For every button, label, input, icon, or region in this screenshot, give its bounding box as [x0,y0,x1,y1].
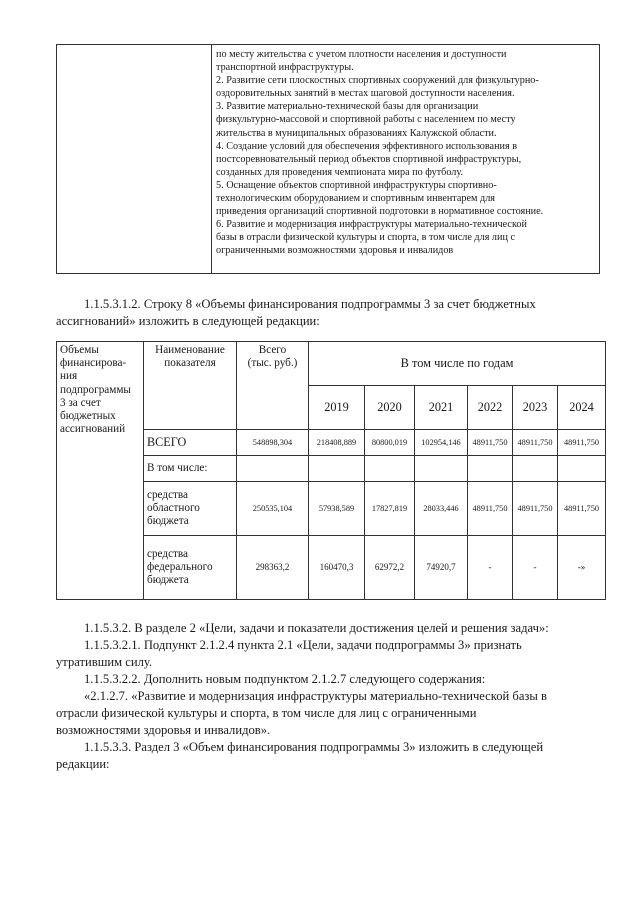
cell-value: 17827,819 [365,482,415,536]
goals-line: созданных для проведения чемпионата мира по футболу. [216,166,464,178]
year-header-cell: 2024 [558,386,606,430]
paragraph-line: 1.1.5.3.3. Раздел 3 «Объем финансирования подпрограммы 3» изложить в следующей [84,740,544,754]
cell-value: -» [558,536,606,600]
paragraph-line: утратившим силу. [56,655,153,669]
table-column-divider [211,45,212,273]
cell-total: 548898,304 [237,430,309,456]
goals-line: физкультурно-массовой и спортивной работы с населением по месту [216,114,516,126]
cell-value: 160470,3 [309,536,365,600]
goals-line: по месту жительства с учетом плотности населения и доступности [216,49,507,60]
paragraph-line: 1.1.5.3.2.2. Дополнить новым подпунктом 2.1.2.7 следующего содержания: [84,672,486,686]
paragraph-line: ассигнований» изложить в следующей редакции: [56,314,320,328]
header-name: Наименование показателя [144,342,237,430]
year-header-cell: 2021 [415,386,468,430]
goals-line: 6. Развитие и модернизация инфраструктуры материально-технической [216,219,527,231]
goals-line: 5. Оснащение объектов спортивной инфраструктуры спортивно- [216,179,497,191]
goals-table-continuation [56,44,600,274]
goals-line: приведения организаций спортивной подготовки в нормативное состояние. [216,206,544,218]
cell-value: 80800,019 [365,430,415,456]
cell-value: 48911,750 [558,482,606,536]
cell-value: 28033,446 [415,482,468,536]
regional-budget-name: средства областного бюджета [144,482,237,536]
federal-budget-name: средства федерального бюджета [144,536,237,600]
goals-line: 4. Создание условий для обеспечения эффективного использования в [216,140,518,152]
goals-line: ограниченными возможностями здоровья и инвалидов [216,245,454,257]
goals-line: 2. Развитие сети плоскостных спортивных сооружений для физкультурно- [216,75,539,87]
paragraph-line: 1.1.5.3.2.1. Подпункт 2.1.2.4 пункта 2.1 «Цели, задачи подпрограммы 3» признать [84,638,522,652]
subtotal-label: В том числе: [144,456,237,482]
cell-value: 48911,750 [468,482,513,536]
row-label-cell: Объемы финансирова- ния подпрограммы 3 за счет бюджетных ассигнований [57,342,144,600]
year-header-cell: 2023 [513,386,558,430]
cell-total: 250535,104 [237,482,309,536]
year-header-cell: 2019 [309,386,365,430]
header-total: Всего (тыс. руб.) [237,342,309,430]
paragraph-line: 1.1.5.3.1.2. Строку 8 «Объемы финансирования подпрограммы 3 за счет бюджетных [84,297,536,311]
goals-line: технологическим оборудованием и спортивным инвентарем для [216,193,495,205]
goals-line: транспортной инфраструктуры. [216,62,354,74]
year-header-cell: 2022 [468,386,513,430]
goals-line: жительства в муниципальных образованиях Калужской области. [216,127,497,139]
cell-value: 62972,2 [365,536,415,600]
cell-value: 57938,589 [309,482,365,536]
goals-line: постсоревновательный период объектов спортивной инфраструктуры, [216,153,522,165]
cell-value: 74920,7 [415,536,468,600]
cell-value: 218408,889 [309,430,365,456]
year-header-cell: 2020 [365,386,415,430]
paragraph-line: редакции: [56,757,110,771]
cell-value: - [513,536,558,600]
cell-value: 102954,146 [415,430,468,456]
header-years: В том числе по годам [309,342,606,386]
cell-value: 48911,750 [513,430,558,456]
paragraph-line: отрасли физической культуры и спорта, в том числе для лиц с ограниченными [56,706,477,720]
cell-total: 298363,2 [237,536,309,600]
total-row-name: ВСЕГО [144,430,237,456]
paragraph-line: 1.1.5.3.2. В разделе 2 «Цели, задачи и показатели достижения целей и решения задач»: [84,621,549,635]
goals-line: оздоровительных занятий в местах шаговой доступности населения. [216,88,515,100]
cell-value: 48911,750 [513,482,558,536]
cell-value: 48911,750 [558,430,606,456]
paragraph-line: возможностями здоровья и инвалидов». [56,723,271,737]
financing-table [56,341,606,600]
goals-line: базы в отрасли физической культуры и спорта, в том числе для лиц с [216,232,515,244]
paragraph-line: «2.1.2.7. «Развитие и модернизация инфраструктуры материально-технической базы в [84,689,547,703]
cell-value: 48911,750 [468,430,513,456]
goals-cell-text [216,48,595,258]
cell-value: - [468,536,513,600]
goals-line: 3. Развитие материально-технической базы для организации [216,101,479,113]
